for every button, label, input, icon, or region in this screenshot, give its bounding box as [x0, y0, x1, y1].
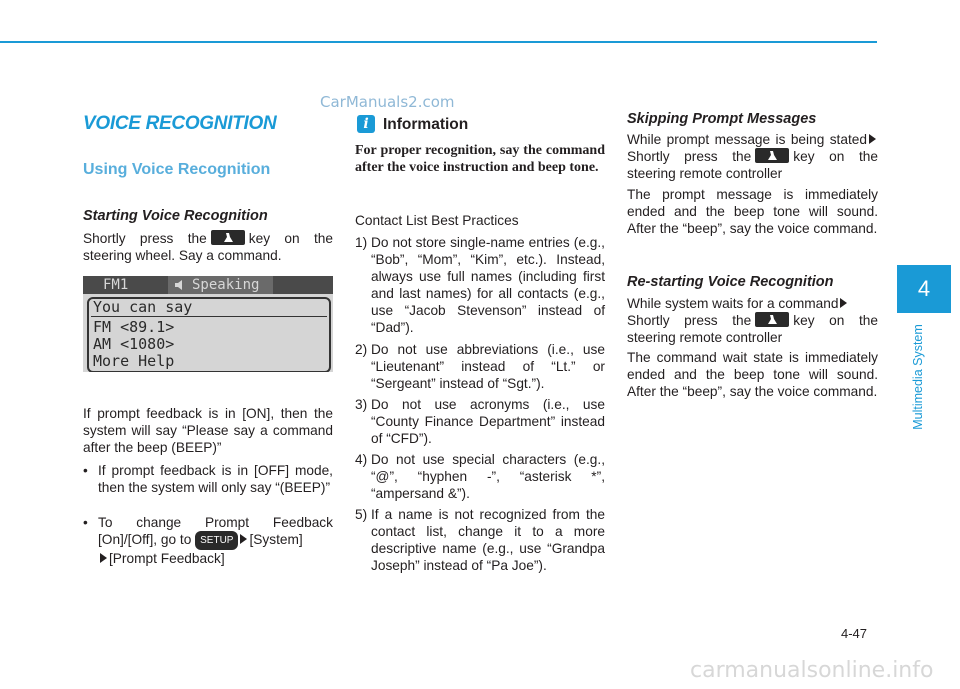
section-subtitle: Using Voice Recognition: [83, 161, 271, 178]
list-text: If a name is not recognized from the contact list, change it to a more descriptive name (e.g., use “Grandpa Joseph” instead of “Pa Joe”).: [371, 507, 605, 573]
list-number: 4): [355, 452, 368, 467]
list-number: 1): [355, 235, 368, 250]
text: key on the steering remote controller: [627, 149, 878, 181]
info-title: Information: [383, 116, 469, 133]
chapter-side-label: [898, 300, 928, 440]
chapter-number: 4: [917, 276, 931, 301]
list-text: Do not use special characters (e.g., “@”, “hyphen -”, “asterisk *”, “ampersand &”).: [371, 452, 605, 501]
paragraph-feedback: If prompt feedback is in [ON], then the system will say “Please say a command after the beep (BEEP)”: [83, 406, 333, 455]
heading-skipping: Skipping Prompt Messages: [627, 111, 817, 127]
lcd-line-3: AM <1080>: [93, 335, 175, 353]
watermark-bottom: carmanualsonline.info: [690, 658, 934, 683]
arrow-right-icon: [240, 534, 247, 544]
text: Shortly press the: [83, 231, 207, 246]
bullet-text: If prompt feedback is in [OFF] mode, then the system will only say “(BEEP)”: [98, 463, 333, 495]
list-number: 2): [355, 342, 368, 357]
lcd-tab-speaking: [168, 276, 273, 294]
paragraph-restart-result: The command wait state is immediately ended and the beep tone will sound. After the “beep”, say the voice command.: [627, 350, 878, 399]
list-text: Do not use acronyms (i.e., use “County Finance Department” instead of “CFD”).: [371, 397, 605, 446]
text: To change Prompt Feedback [On]/[Off], go to: [98, 515, 333, 547]
speaker-icon: [174, 279, 188, 291]
text: Shortly press the: [627, 149, 752, 164]
watermark-top: CarManuals2.com: [320, 93, 455, 111]
list-item: [355, 234, 605, 336]
text: [System]: [249, 532, 303, 547]
paragraph-skip: [627, 131, 878, 182]
lcd-line-4: More Help: [93, 352, 175, 370]
arrow-right-icon: [869, 134, 876, 144]
text: While prompt message is being stated: [627, 132, 867, 147]
info-body: For proper recognition, say the command after the voice instruction and beep tone.: [355, 143, 605, 175]
lcd-speaking-label: Speaking: [192, 277, 260, 293]
chapter-title: Multimedia System: [911, 324, 925, 430]
setup-key-icon: SETUP: [195, 531, 238, 550]
lcd-line-2: FM <89.1>: [93, 318, 175, 336]
lcd-line-1: You can say: [93, 298, 193, 316]
voice-key-icon: [211, 230, 245, 245]
list-text: Do not store single-name entries (e.g., “Bob”, “Mom”, “Kim”, etc.). Instead, always use full names (including first and last names) for all contacts (e.g., use “Jacob Stevenson” instead of “Dad”).: [371, 235, 605, 335]
arrow-right-icon: [840, 298, 847, 308]
list-title: Contact List Best Practices: [355, 213, 519, 228]
lcd-divider: [91, 316, 327, 317]
text: key on the steering wheel. Say a command.: [83, 231, 333, 263]
paragraph-start: [83, 230, 333, 264]
arrow-right-icon: [100, 553, 107, 563]
paragraph-restart: [627, 295, 878, 346]
text: [Prompt Feedback]: [109, 551, 225, 566]
list-number: 3): [355, 397, 368, 412]
lcd-tab-fm1: FM1: [103, 277, 129, 293]
heading-restarting: Re-starting Voice Recognition: [627, 274, 834, 290]
list-text: Do not use abbreviations (i.e., use “Lieutenant” instead of “Lt.” or “Sergeant” instead of “Sgt.”).: [371, 342, 605, 391]
voice-key-icon: [755, 148, 789, 163]
info-icon: i: [357, 115, 375, 133]
bullet-text: [98, 514, 333, 567]
header-rule: [0, 41, 877, 43]
paragraph-skip-result: The prompt message is immediately ended and the beep tone will sound. After the “beep”, say the voice command.: [627, 187, 878, 236]
text: Shortly press the: [627, 313, 752, 328]
list-number: 5): [355, 507, 368, 522]
heading-starting: Starting Voice Recognition: [83, 208, 268, 224]
section-title: VOICE RECOGNITION: [83, 113, 277, 134]
display-screenshot: [83, 276, 333, 372]
page-number: 4-47: [841, 626, 868, 641]
voice-key-icon: [755, 312, 789, 327]
text: While system waits for a command: [627, 296, 839, 311]
text: key on the steering remote controller: [627, 313, 878, 345]
